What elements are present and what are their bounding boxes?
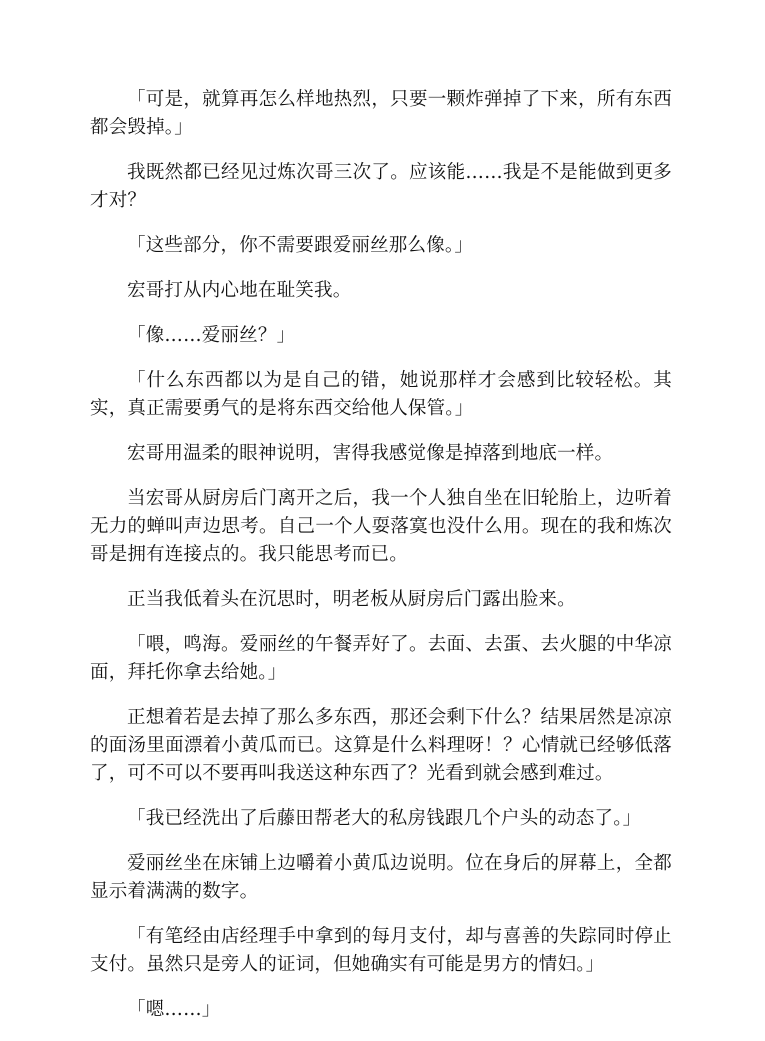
paragraph-9: 正当我低着头在沉思时，明老板从厨房后门露出脸来。 [127, 589, 576, 610]
paragraph-3: 「这些部分，你不需要跟爱丽丝那么像。」 [127, 235, 474, 256]
paragraph-11: 正想着若是去掉了那么多东西，那还会剩下什么？结果居然是凉凉的面汤里面漂着小黄瓜而已。这算是什么料理呀！？心情就已经够低落了，可不可以不要再叫我送这种东西了？光看到就会感到难过。 [90, 707, 672, 784]
paragraph-10: 「喂，鸣海。爱丽丝的午餐弄好了。去面、去蛋、去火腿的中华凉面，拜托你拿去给她。」 [90, 634, 672, 683]
paragraph-12: 「我已经洗出了后藤田帮老大的私房钱跟几个户头的动态了。」 [127, 808, 642, 829]
paragraph-2: 我既然都已经见过炼次哥三次了。应该能……我是不是能做到更多才对？ [90, 162, 672, 211]
paragraph-13: 爱丽丝坐在床铺上边嚼着小黄瓜边说明。位在身后的屏幕上，全都显示着满满的数字。 [90, 853, 672, 902]
document-page [90, 86, 672, 1041]
paragraph-8: 当宏哥从厨房后门离开之后，我一个人独自坐在旧轮胎上，边听着无力的蝉叫声边思考。自己一个人耍落寞也没什么用。现在的我和炼次哥是拥有连接点的。我只能思考而已。 [90, 488, 672, 565]
paragraph-4: 宏哥打从内心地在耻笑我。 [127, 280, 352, 301]
paragraph-6: 「什么东西都以为是自己的错，她说那样才会感到比较轻松。其实，真正需要勇气的是将东西交给他人保管。」 [90, 370, 672, 419]
paragraph-5: 「像……爱丽丝？」 [127, 325, 296, 346]
paragraph-15: 「嗯……」 [127, 999, 221, 1020]
paragraph-14: 「有笔经由店经理手中拿到的每月支付，却与喜善的失踪同时停止支付。虽然只是旁人的证词，但她确实有可能是男方的情妇。」 [90, 926, 672, 975]
paragraph-7: 宏哥用温柔的眼神说明，害得我感觉像是掉落到地底一样。 [127, 443, 614, 464]
paragraph-1: 「可是，就算再怎么样地热烈，只要一颗炸弹掉了下来，所有东西都会毁掉。」 [90, 89, 672, 138]
